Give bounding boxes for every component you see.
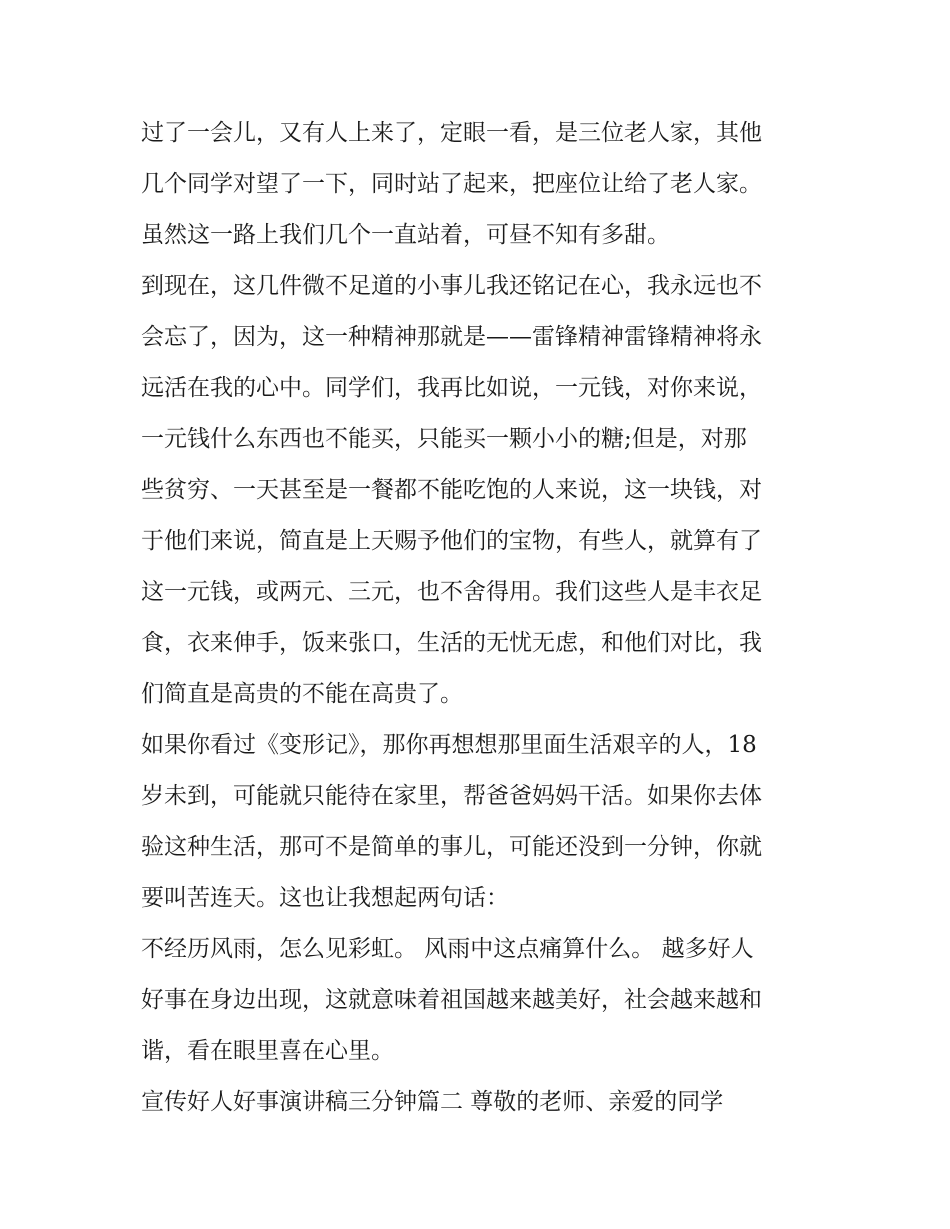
text-line-8: 些贫穷、一天甚至是一餐都不能吃饱的人来说，这一块钱，对 bbox=[141, 477, 762, 503]
text-line-11: 食，衣来伸手，饭来张口，生活的无忧无虑，和他们对比，我 bbox=[141, 630, 762, 656]
text-line-9: 于他们来说，简直是上天赐予他们的宝物，有些人，就算有了 bbox=[141, 528, 762, 554]
text-line-17: 不经历风雨，怎么见彩虹。 风雨中这点痛算什么。 越多好人 bbox=[141, 936, 754, 962]
text-line-6: 远活在我的心中。同学们，我再比如说，一元钱，对你来说， bbox=[141, 375, 762, 401]
text-line-12: 们简直是高贵的不能在高贵了。 bbox=[141, 681, 463, 707]
text-line-10: 这一元钱，或两元、三元，也不舍得用。我们这些人是丰衣足 bbox=[141, 579, 762, 605]
text-line-19: 谐，看在眼里喜在心里。 bbox=[141, 1038, 394, 1064]
text-line-13: 如果你看过《变形记》，那你再想想那里面生活艰辛的人，18 bbox=[141, 732, 757, 758]
text-line-3: 虽然这一路上我们几个一直站着，可昼不知有多甜。 bbox=[141, 222, 670, 248]
text-line-1: 过了一会儿，又有人上来了，定眼一看，是三位老人家，其他 bbox=[141, 120, 762, 146]
text-line-18: 好事在身边出现，这就意味着祖国越来越美好，社会越来越和 bbox=[141, 987, 762, 1013]
text-line-2: 几个同学对望了一下，同时站了起来，把座位让给了老人家。 bbox=[141, 171, 762, 197]
text-line-7: 一元钱什么东西也不能买，只能买一颗小小的糖;但是，对那 bbox=[141, 426, 747, 452]
body-text bbox=[141, 108, 813, 1128]
text-line-4: 到现在，这几件微不足道的小事儿我还铭记在心，我永远也不 bbox=[141, 273, 762, 299]
text-line-5: 会忘了，因为，这一种精神那就是——雷锋精神雷锋精神将永 bbox=[141, 324, 762, 350]
text-line-14: 岁未到，可能就只能待在家里，帮爸爸妈妈干活。如果你去体 bbox=[141, 783, 762, 809]
text-line-16: 要叫苦连天。这也让我想起两句话： bbox=[141, 885, 509, 911]
text-line-15: 验这种生活，那可不是简单的事儿，可能还没到一分钟，你就 bbox=[141, 834, 762, 860]
text-line-20: 宣传好人好事演讲稿三分钟篇二 尊敬的老师、亲爱的同学 bbox=[141, 1089, 724, 1115]
